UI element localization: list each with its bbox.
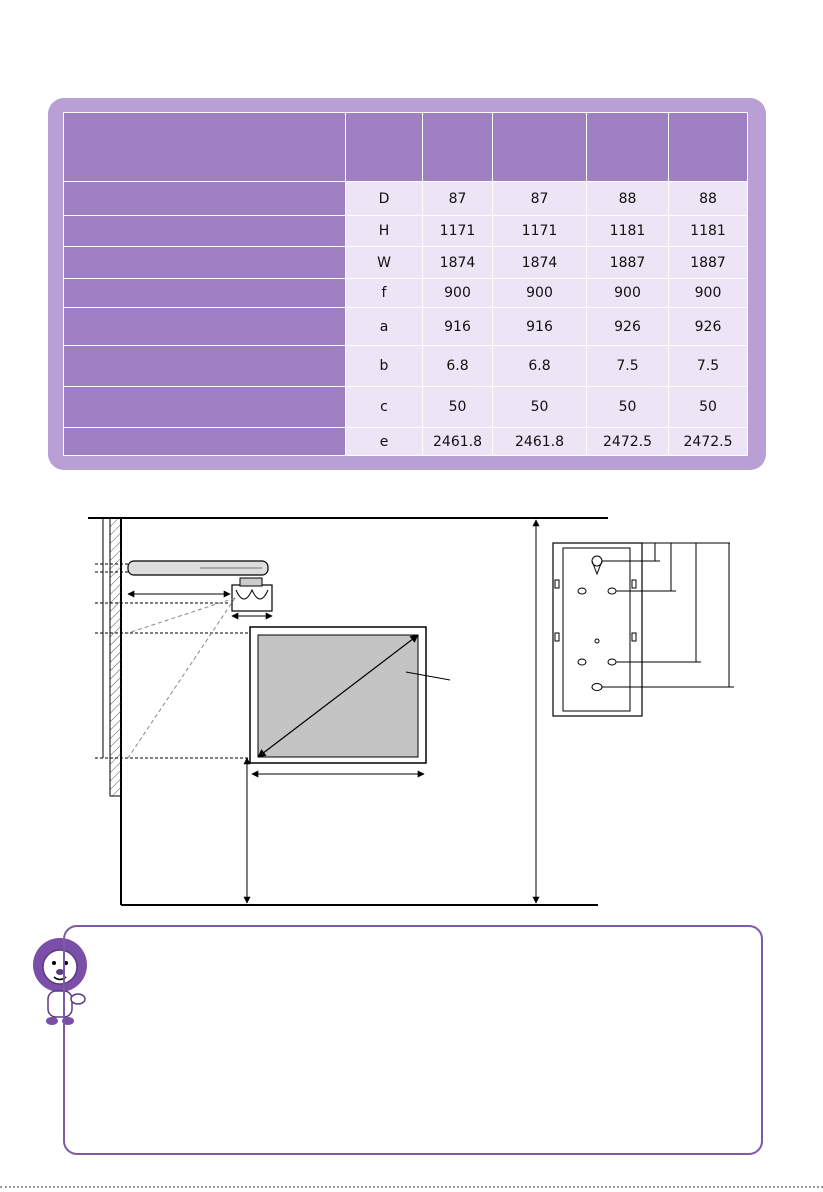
header-cell — [587, 113, 669, 182]
row-value: 6.8 — [423, 346, 493, 387]
row-value: 1887 — [587, 247, 669, 279]
projection-screen — [250, 627, 450, 763]
row-label — [64, 279, 346, 308]
row-symbol: D — [346, 182, 423, 216]
row-symbol: W — [346, 247, 423, 279]
row-value: 2472.5 — [587, 428, 669, 456]
row-label — [64, 387, 346, 428]
row-value: 1874 — [493, 247, 587, 279]
header-cell — [346, 113, 423, 182]
row-symbol: e — [346, 428, 423, 456]
row-value: 916 — [493, 308, 587, 346]
row-value: 50 — [587, 387, 669, 428]
row-symbol: f — [346, 279, 423, 308]
row-label — [64, 216, 346, 247]
row-value: 926 — [669, 308, 748, 346]
row-value: 7.5 — [669, 346, 748, 387]
row-value: 1171 — [423, 216, 493, 247]
table-row — [64, 216, 748, 247]
row-label — [64, 182, 346, 216]
row-value: 50 — [493, 387, 587, 428]
wall-mount-plate-icon — [553, 543, 642, 716]
header-cell — [493, 113, 587, 182]
wall-hatch — [110, 518, 121, 796]
installation-diagram — [0, 500, 823, 910]
table-row — [64, 387, 748, 428]
projection-lines — [128, 598, 235, 758]
row-value: 900 — [587, 279, 669, 308]
row-label — [64, 308, 346, 346]
row-value: 88 — [669, 182, 748, 216]
row-value: 7.5 — [587, 346, 669, 387]
table-row — [64, 247, 748, 279]
row-value: 1887 — [669, 247, 748, 279]
page-edge-dotted-line — [0, 1186, 823, 1188]
note-box — [63, 925, 763, 1155]
row-value: 900 — [669, 279, 748, 308]
row-symbol: c — [346, 387, 423, 428]
table-row — [64, 428, 748, 456]
header-cell — [669, 113, 748, 182]
wall-mount-arm — [128, 561, 268, 575]
row-value: 1181 — [587, 216, 669, 247]
row-value: 88 — [587, 182, 669, 216]
row-value: 6.8 — [493, 346, 587, 387]
header-cell — [423, 113, 493, 182]
row-value: 900 — [493, 279, 587, 308]
row-value: 50 — [423, 387, 493, 428]
row-value: 1171 — [493, 216, 587, 247]
row-label — [64, 247, 346, 279]
row-value: 916 — [423, 308, 493, 346]
row-symbol: H — [346, 216, 423, 247]
row-value: 2461.8 — [493, 428, 587, 456]
header-cell — [64, 113, 346, 182]
row-value: 87 — [493, 182, 587, 216]
projector — [232, 578, 272, 611]
row-value: 900 — [423, 279, 493, 308]
row-label — [64, 428, 346, 456]
row-value: 1874 — [423, 247, 493, 279]
table-row — [64, 308, 748, 346]
row-value: 50 — [669, 387, 748, 428]
table-header-row — [64, 113, 748, 182]
row-symbol: a — [346, 308, 423, 346]
row-symbol: b — [346, 346, 423, 387]
row-value: 926 — [587, 308, 669, 346]
spec-table — [63, 112, 748, 456]
row-value: 2472.5 — [669, 428, 748, 456]
row-value: 1181 — [669, 216, 748, 247]
row-value: 87 — [423, 182, 493, 216]
row-label — [64, 346, 346, 387]
table-row — [64, 279, 748, 308]
table-row — [64, 346, 748, 387]
row-value: 2461.8 — [423, 428, 493, 456]
table-row — [64, 182, 748, 216]
